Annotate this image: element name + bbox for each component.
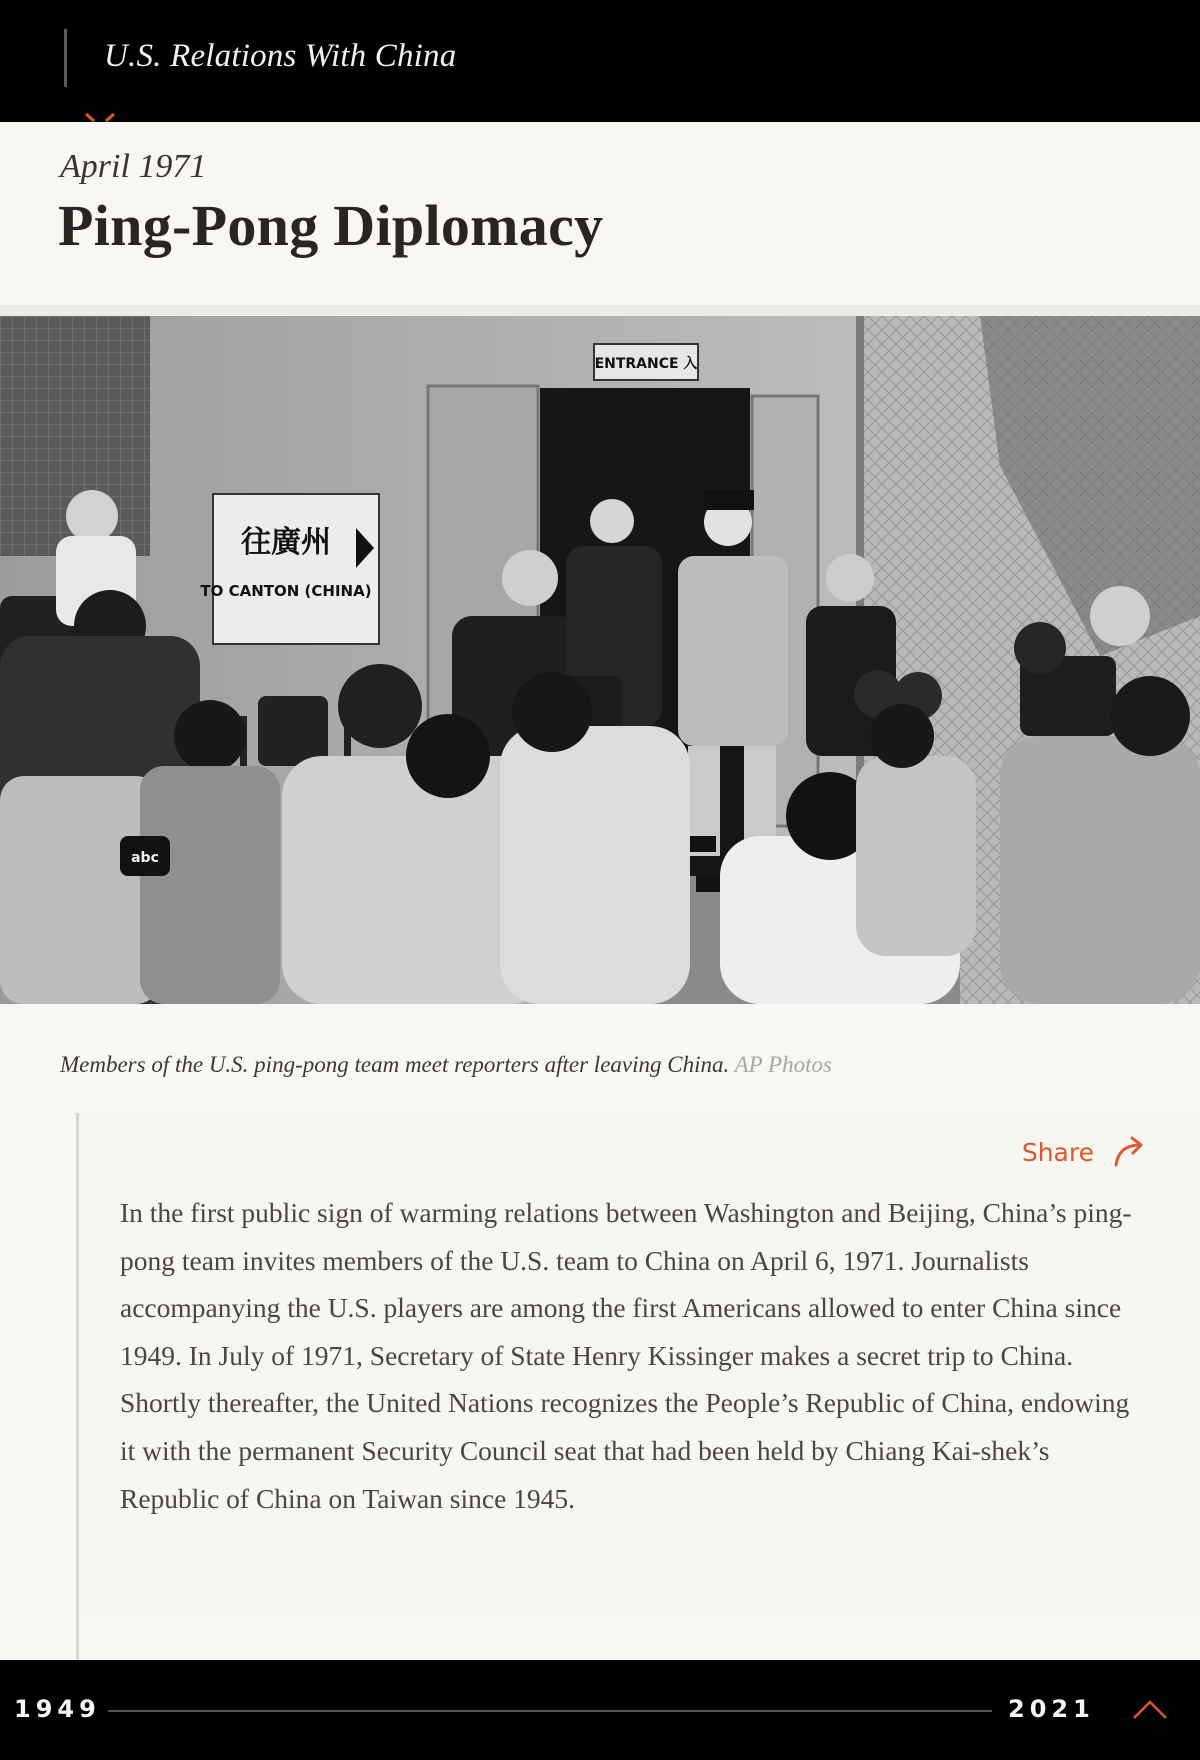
entry-title: Ping-Pong Diplomacy [58, 193, 604, 258]
entry-date: April 1971 [60, 148, 207, 185]
timeline-track[interactable] [108, 1710, 992, 1712]
scroll-marker-icon [84, 112, 118, 126]
panel-border [76, 1611, 79, 1661]
canton-sign-english: TO CANTON (CHINA) [200, 582, 372, 600]
timeline-end-year[interactable]: 2021 [1008, 1695, 1095, 1723]
canton-sign-chinese: 往廣州 [241, 525, 331, 560]
header-divider [64, 29, 67, 87]
site-header [0, 0, 1200, 122]
timeline-start-year[interactable]: 1949 [14, 1695, 101, 1723]
photo-illustration [0, 316, 1200, 1004]
photo-credit: AP Photos [734, 1052, 832, 1077]
abc-microphone-label: abc [131, 850, 159, 866]
site-title[interactable]: U.S. Relations With China [104, 38, 457, 74]
article-body: In the first public sign of warming relations between Washington and Beijing, China’s ping-pong team invites members of the U.S. team to China on April 6, 1971. Journalists accompanying the U.S. players are among the first Americans allowed to enter China since 1949. In July of 1971, Secretary of State Henry Kissinger makes a secret trip to China. Shortly thereafter, the United Nations recognizes the People’s Republic of China, endowing it with the permanent Security Council seat that had been held by Chiang Kai-shek’s Republic of China on Taiwan since 1945. [120, 1197, 1132, 1514]
caption-text: Members of the U.S. ping-pong team meet reporters after leaving China. [60, 1052, 730, 1077]
share-label: Share [1021, 1137, 1094, 1167]
share-button[interactable] [1022, 1135, 1146, 1169]
news-photo [0, 316, 1200, 1004]
chevron-up-icon[interactable] [1132, 1694, 1168, 1724]
entrance-sign: ENTRANCE 入 [594, 356, 698, 372]
timeline-bar [0, 1660, 1200, 1760]
article-panel [76, 1113, 1200, 1611]
share-arrow-icon [1112, 1135, 1146, 1169]
photo-caption [60, 1052, 832, 1078]
